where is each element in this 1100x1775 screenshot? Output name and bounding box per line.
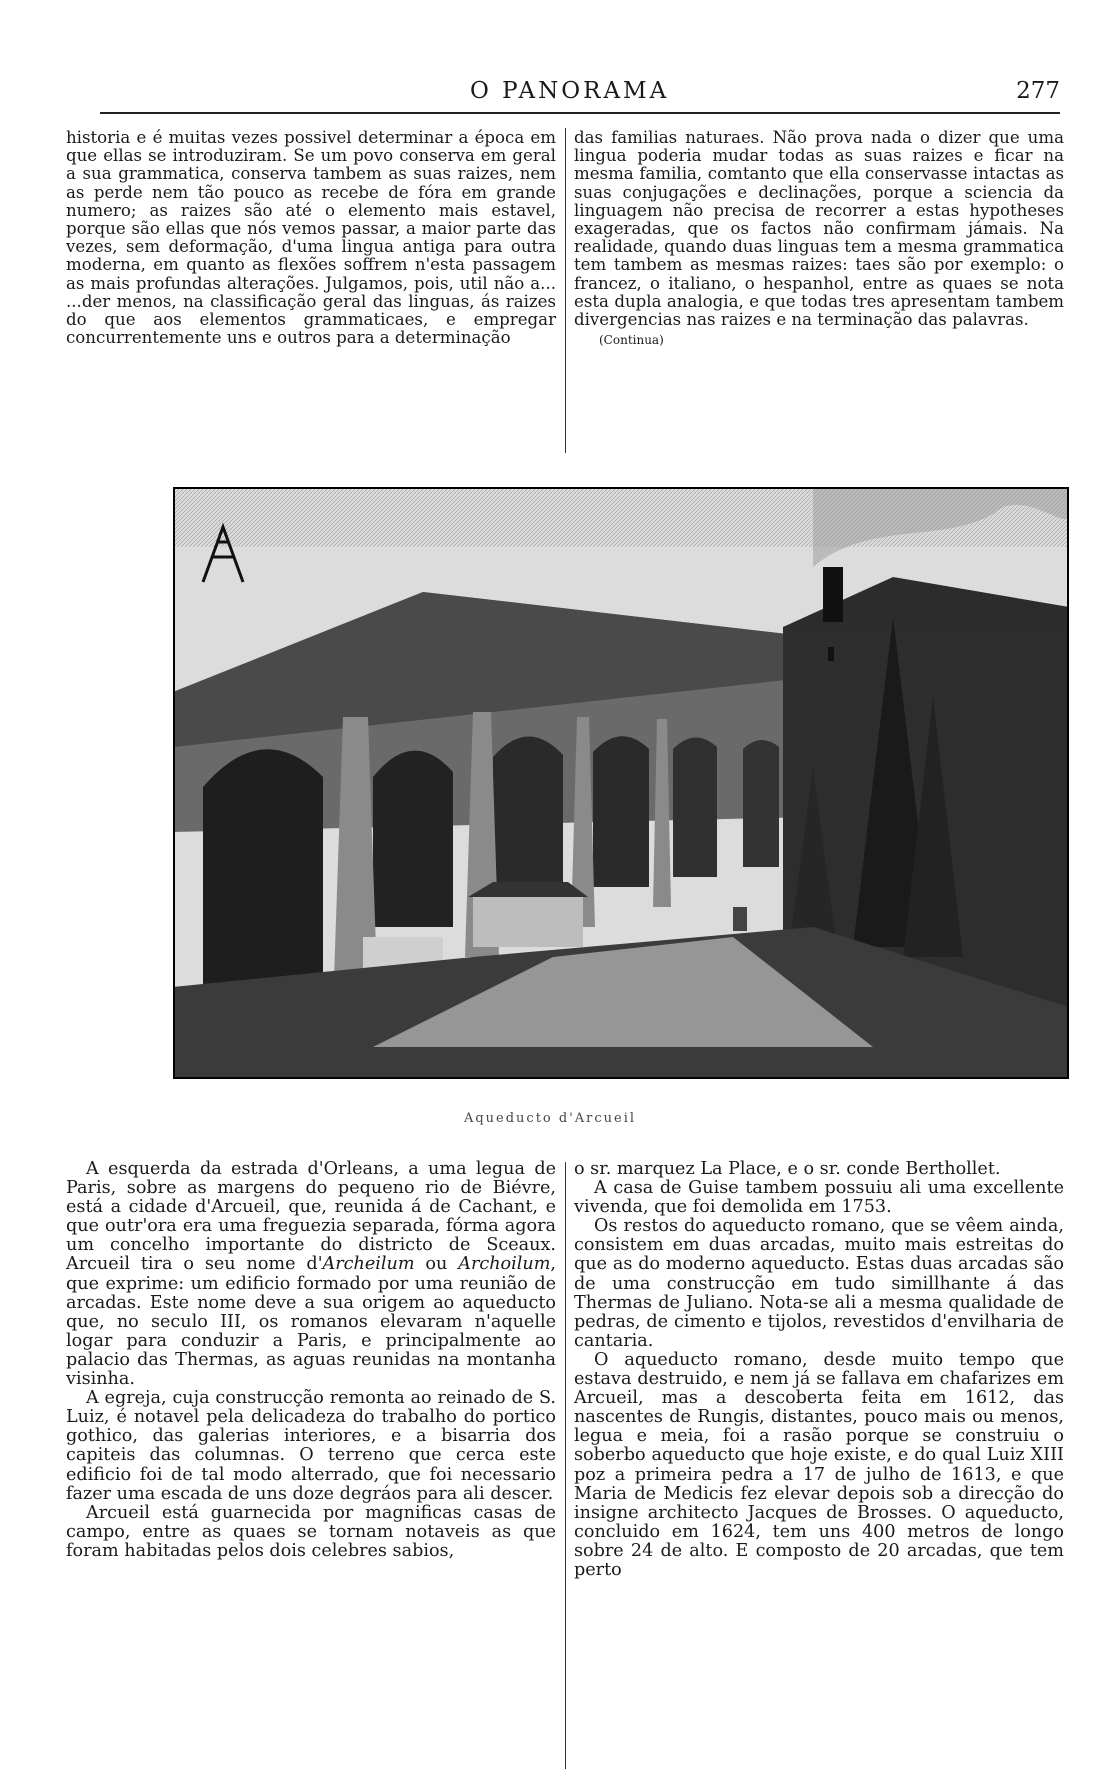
paragraph-roman-remains: Os restos do aqueducto romano, que se vêem ainda, consistem em duas arcadas, muito mais estreitas do que as do moderno aqueducto. Estas duas arcadas são de uma construcção em tudo simillhante á das Thermas de Juliano. Nota-se ali a mesma qualidade de pedras, de cimento e tijolos, revestidos d'envilharia de cantaria. (574, 1216, 1064, 1351)
journal-title: O PANORAMA (470, 78, 670, 104)
paragraph-guise-house: A casa de Guise tambem possuiu ali uma excellente vivenda, que foi demolida em 1753. (574, 1178, 1064, 1218)
page-header (100, 78, 1060, 108)
aqueduct-engraving (173, 487, 1069, 1079)
page-number: 277 (1016, 78, 1060, 104)
top-right-column (574, 129, 1064, 349)
latin-name-archoilum: Archoilum (458, 1254, 551, 1275)
column-divider-top (565, 128, 566, 453)
top-left-paragraph: historia e é muitas vezes possivel determinar a época em que ellas se introduziram. Se um povo conserva em geral a sua grammatica, conserva tambem as suas raizes, nem as perde nem tão pouco as recebe de fóra em grande numero; as raizes são até o elemento mais estavel, porque são ellas que nós vemos passar, a maior parte das vezes, sem deformação, d'uma lingua antiga para outra moderna, em quanto as flexões soffrem n'esta passagem as mais profundas alterações. Julgamos, pois, util não a... ...der menos, na classificação geral das linguas, ás raizes do que aos elementos grammaticaes, e empregar concurrentemente uns e outros para a determinação (66, 128, 556, 348)
header-rule (100, 112, 1060, 114)
paragraph-country-houses: Arcueil está guarnecida por magnificas casas de campo, entre as quaes se tornam notaveis as que foram habitadas pelos dois celebres sabios, (66, 1502, 556, 1561)
bottom-left-column (66, 1160, 556, 1561)
paragraph-church: A egreja, cuja construcção remonta ao reinado de S. Luiz, é notavel pela delicadeza do trabalho do portico gothico, das galerias interiores, e a bisarria dos capiteis das columnas. O terreno que cerca este edificio foi de tal modo alterrado, que foi necessario fazer uma escada de uns doze degráos para ali descer. (66, 1388, 556, 1504)
figure-caption: Aqueducto d'Arcueil (463, 1111, 637, 1126)
paragraph-modern-aqueduct: O aqueducto romano, desde muito tempo que estava destruido, e nem já se fallava em chafarizes em Arcueil, mas a descoberta feita em 1612, das nascentes de Rungis, distantes, pouco mais ou menos, legua e meia, foi a rasão porque se construiu o soberbo aqueducto que hoje existe, e do qual Luiz XIII poz a primeira pedra a 17 de julho de 1613, e que Maria de Medicis fez elevar depois sob a direcção do insigne architecto Jacques de Brosses. O aqueducto, concluido em 1624, tem uns 400 metros de longo sobre 24 de alto. E composto de 20 arcadas, que tem perto (574, 1349, 1064, 1580)
top-left-column (66, 129, 556, 347)
column-divider-bottom (565, 1162, 566, 1769)
paragraph-arcueil-intro: A esquerda da estrada d'Orleans, a uma legua de Paris, sobre as margens do pequeno rio de Biévre, está a cidade d'Arcueil, que, reunida á de Cachant, e que outr'ora era uma freguezia separada, fórma agora um concelho importante do districto de Sceaux. Arcueil tira o seu nome d'Archeilum ou Archoilum, que exprime: um edificio formado por uma reunião de arcadas. Este nome deve a sua origem ao aqueducto que, no seculo III, os romanos elevaram n'aquelle logar para conduzir a Paris, e principalmente ao palacio das Thermas, as aguas reunidas na montanha visinha. (66, 1159, 556, 1390)
continua-note: (Continua) (599, 333, 664, 348)
paragraph-savants: o sr. marquez La Place, e o sr. conde Berthollet. (574, 1159, 1001, 1179)
top-right-paragraph: das familias naturaes. Não prova nada o dizer que uma lingua poderia mudar todas as suas raizes e ficar na mesma familia, comtanto que ella conservasse intactas as suas conjugações e declinações, porque a sciencia da linguagem não precisa de recorrer a estas hypotheses exageradas, que os factos não confirmam jámais. Na realidade, quando duas linguas tem a mesma grammatica tem tambem as mesmas raizes: taes são por exemplo: o francez, o italiano, o hespanhol, entre as quaes se nota esta dupla analogia, e que todas tres apresentam tambem divergencias nas raizes e na terminação das palavras. (574, 128, 1064, 330)
latin-name-archeilum: Archeilum (322, 1254, 415, 1275)
bottom-right-column (574, 1160, 1064, 1580)
